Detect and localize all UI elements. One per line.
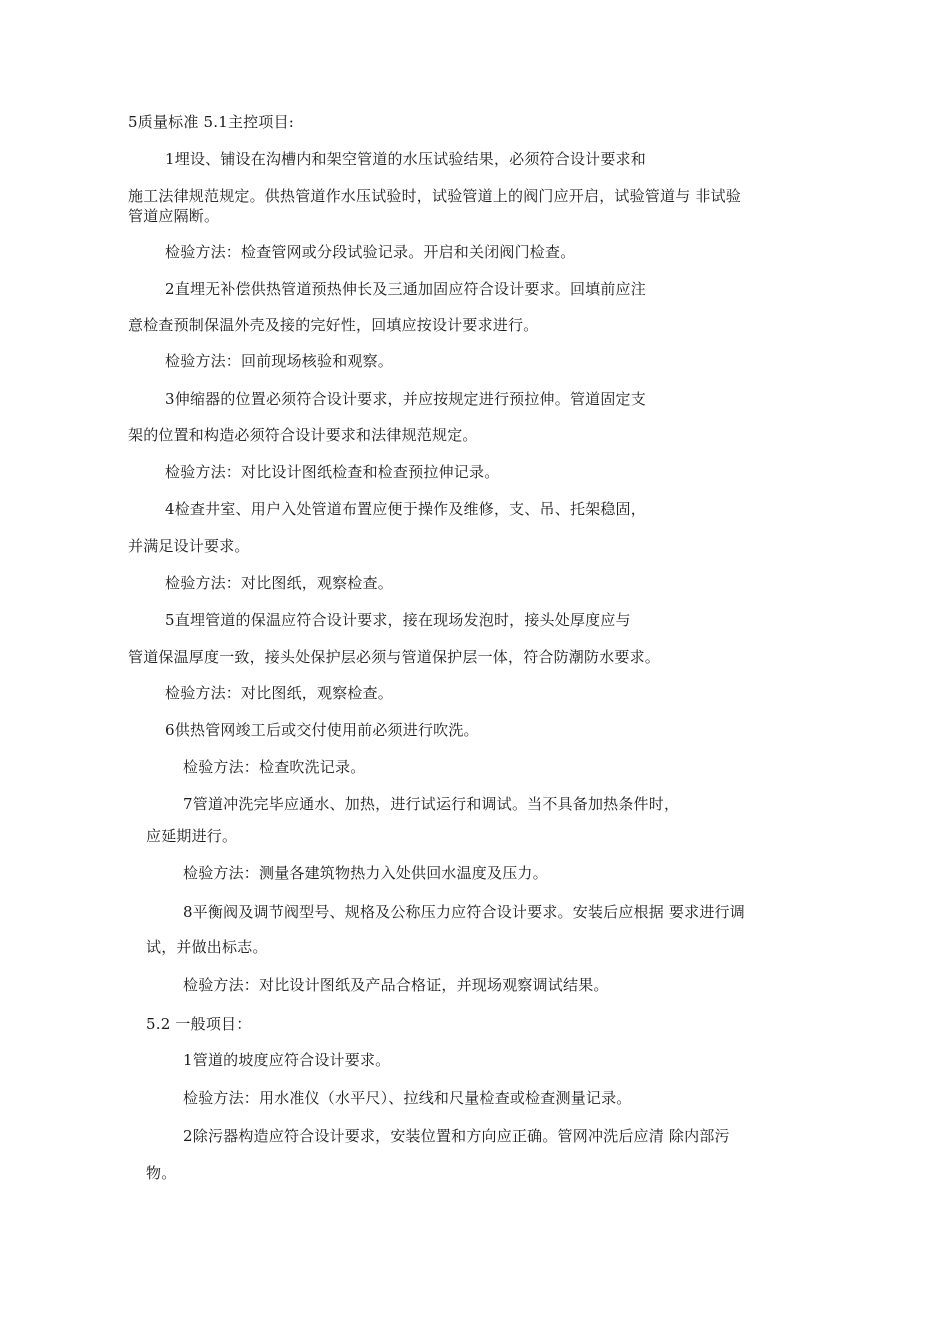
text-line: 3伸缩器的位置必须符合设计要求，并应按规定进行预拉伸。管道固定支 [165,390,646,408]
text-line: 5质量标准 5.1主控项目: [128,113,295,131]
text-line: 意检查预制保温外壳及接的完好性，回填应按设计要求进行。 [128,316,539,334]
text-line: 检验方法：回前现场核验和观察。 [165,352,394,370]
text-line: 管道应隔断。 [128,207,220,225]
text-line: 检验方法：用水准仪（水平尺）、拉线和尺量检查或检查测量记录。 [183,1089,632,1107]
text-line: 检验方法：对比图纸，观察检查。 [165,684,394,702]
text-line: 检验方法：测量各建筑物热力入处供回水温度及压力。 [183,864,548,882]
text-line: 1管道的坡度应符合设计要求。 [183,1051,391,1069]
text-line: 物。 [146,1164,177,1182]
text-line: 检验方法：对比设计图纸及产品合格证，并现场观察调试结果。 [183,976,609,994]
text-line: 检验方法：对比图纸，观察检查。 [165,574,394,592]
text-line: 5直埋管道的保温应符合设计要求，接在现场发泡时，接头处厚度应与 [165,611,631,629]
text-line: 1埋设、铺设在沟槽内和架空管道的水压试验结果，必须符合设计要求和 [165,150,646,168]
text-line: 施工法律规范规定。供热管道作水压试验时，试验管道上的阀门应开启，试验管道与 非试验 [128,187,741,205]
text-line: 检验方法：检查管网或分段试验记录。开启和关闭阀门检查。 [165,243,576,261]
text-line: 7管道冲洗完毕应通水、加热，进行试运行和调试。当不具备加热条件时， [183,795,680,813]
text-line: 6供热管网竣工后或交付使用前必须进行吹洗。 [165,721,479,739]
text-line: 8平衡阀及调节阀型号、规格及公称压力应符合设计要求。安装后应根据 要求进行调 [183,903,745,921]
text-line: 应延期进行。 [146,827,238,845]
text-line: 2除污器构造应符合设计要求，安装位置和方向应正确。管网冲洗后应清 除内部污 [183,1127,730,1145]
text-line: 并满足设计要求。 [128,537,250,555]
text-line: 2直埋无补偿供热管道预热伸长及三通加固应符合设计要求。回填前应注 [165,280,646,298]
text-line: 5.2 一般项目： [146,1015,252,1033]
text-line: 管道保温厚度一致，接头处保护层必须与管道保护层一体，符合防潮防水要求。 [128,648,661,666]
text-line: 检验方法：检查吹洗记录。 [183,758,366,776]
text-line: 4检查井室、用户入处管道布置应便于操作及维修，支、吊、托架稳固， [165,500,646,518]
text-line: 架的位置和构造必须符合设计要求和法律规范规定。 [128,426,478,444]
text-line: 检验方法：对比设计图纸检查和检查预拉伸记录。 [165,463,500,481]
text-line: 试，并做出标志。 [146,938,268,956]
